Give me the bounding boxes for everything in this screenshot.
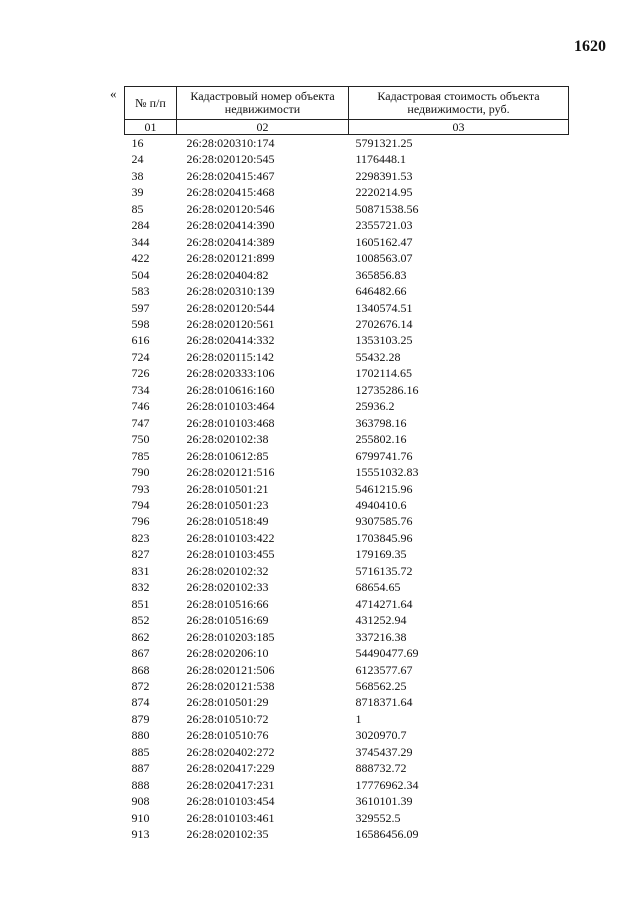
row-number: 504	[131, 267, 150, 282]
row-number: 344	[131, 234, 150, 249]
cadastral-number: 26:28:010516:69	[186, 613, 269, 628]
row-number: 913	[131, 827, 150, 842]
cadastral-number: 26:28:020414:389	[186, 234, 275, 249]
table-row	[125, 300, 569, 316]
cadastral-number: 26:28:010518:49	[186, 514, 269, 529]
table-row	[125, 662, 569, 678]
cadastral-cost: 255802.16	[355, 432, 407, 447]
cadastral-cost: 1176448.1	[355, 152, 407, 167]
table-row	[125, 612, 569, 628]
table-row	[125, 513, 569, 529]
row-number: 874	[131, 695, 150, 710]
table-row	[125, 777, 569, 793]
table-row	[125, 184, 569, 200]
row-number: 832	[131, 580, 150, 595]
cadastral-number: 26:28:010103:422	[186, 530, 275, 545]
cadastral-cost: 6799741.76	[355, 448, 413, 463]
cadastral-cost: 2220214.95	[355, 185, 413, 200]
cadastral-number: 26:28:020121:538	[186, 678, 275, 693]
cadastral-table-container	[124, 86, 568, 842]
cadastral-cost: 365856.83	[355, 267, 407, 282]
cadastral-cost: 3745437.29	[355, 744, 413, 759]
cadastral-cost: 568562.25	[355, 678, 407, 693]
cadastral-number: 26:28:020102:35	[186, 827, 269, 842]
row-number: 880	[131, 728, 150, 743]
table-row	[125, 497, 569, 513]
row-number: 831	[131, 563, 150, 578]
table-row	[125, 464, 569, 480]
row-number: 852	[131, 613, 150, 628]
cadastral-cost: 5716135.72	[355, 563, 413, 578]
cadastral-number: 26:28:020120:545	[186, 152, 275, 167]
row-number: 726	[131, 366, 150, 381]
row-number: 872	[131, 678, 150, 693]
table-row	[125, 250, 569, 266]
row-number: 746	[131, 399, 150, 414]
table-row	[125, 810, 569, 826]
table-body	[125, 135, 569, 843]
row-number: 879	[131, 711, 150, 726]
cadastral-number: 26:28:020333:106	[186, 366, 275, 381]
row-number: 597	[131, 300, 150, 315]
cadastral-number: 26:28:020414:390	[186, 218, 275, 233]
column-number-2: 02	[177, 120, 349, 135]
cadastral-number: 26:28:020414:332	[186, 333, 275, 348]
cadastral-cost: 54490477.69	[355, 646, 419, 661]
row-number: 16	[131, 136, 144, 150]
cadastral-cost: 12735286.16	[355, 382, 419, 397]
row-number: 793	[131, 481, 150, 496]
row-number: 284	[131, 218, 150, 233]
cadastral-cost: 1008563.07	[355, 251, 413, 266]
table-row	[125, 694, 569, 710]
cadastral-number: 26:28:020404:82	[186, 267, 269, 282]
row-number: 750	[131, 432, 150, 447]
cadastral-number: 26:28:010612:85	[186, 448, 269, 463]
row-number: 908	[131, 794, 150, 809]
row-number: 794	[131, 497, 150, 512]
table-row	[125, 744, 569, 760]
row-number: 38	[131, 168, 144, 183]
cadastral-number: 26:28:020417:231	[186, 777, 275, 792]
cadastral-number: 26:28:010516:66	[186, 596, 269, 611]
row-number: 796	[131, 514, 150, 529]
table-row	[125, 711, 569, 727]
table-row	[125, 546, 569, 562]
table-row	[125, 826, 569, 842]
cadastral-number: 26:28:020120:544	[186, 300, 275, 315]
cadastral-number: 26:28:020310:174	[186, 136, 275, 150]
row-number: 785	[131, 448, 150, 463]
table-row	[125, 267, 569, 283]
table-row	[125, 727, 569, 743]
row-number: 85	[131, 201, 144, 216]
opening-quote-mark: «	[110, 86, 117, 101]
table-row	[125, 481, 569, 497]
cadastral-number: 26:28:020402:272	[186, 744, 275, 759]
cadastral-cost: 179169.35	[355, 547, 407, 562]
cadastral-cost: 1703845.96	[355, 530, 413, 545]
cadastral-cost: 431252.94	[355, 613, 407, 628]
cadastral-cost: 8718371.64	[355, 695, 413, 710]
cadastral-number: 26:28:020121:516	[186, 465, 275, 480]
cadastral-cost: 646482.66	[355, 284, 407, 299]
cadastral-number: 26:28:020102:38	[186, 432, 269, 447]
cadastral-cost: 1702114.65	[355, 366, 413, 381]
table-row	[125, 530, 569, 546]
table-row	[125, 234, 569, 250]
cadastral-cost: 25936.2	[355, 399, 395, 414]
cadastral-number: 26:28:020115:142	[186, 349, 275, 364]
table-row	[125, 168, 569, 184]
row-number: 24	[131, 152, 144, 167]
cadastral-cost: 4940410.6	[355, 497, 407, 512]
cadastral-number: 26:28:020102:33	[186, 580, 269, 595]
cadastral-cost: 16586456.09	[355, 827, 419, 842]
cadastral-number: 26:28:010103:455	[186, 547, 275, 562]
cadastral-cost: 363798.16	[355, 415, 407, 430]
row-number: 823	[131, 530, 150, 545]
table-row	[125, 382, 569, 398]
page-number: 1620	[574, 38, 606, 55]
column-number-1: 01	[125, 120, 177, 135]
row-number: 790	[131, 465, 150, 480]
cadastral-number: 26:28:010501:21	[186, 481, 269, 496]
table-row	[125, 398, 569, 414]
cadastral-cost: 1353103.25	[355, 333, 413, 348]
row-number: 868	[131, 662, 150, 677]
table-row	[125, 135, 569, 152]
row-number: 39	[131, 185, 144, 200]
cadastral-cost: 2298391.53	[355, 168, 413, 183]
table-row	[125, 448, 569, 464]
cadastral-number: 26:28:020415:468	[186, 185, 275, 200]
row-number: 851	[131, 596, 150, 611]
table-row	[125, 563, 569, 579]
cadastral-number: 26:28:010510:72	[186, 711, 269, 726]
table-row	[125, 332, 569, 348]
header-column-numbers-row	[125, 120, 569, 135]
cadastral-number: 26:28:020120:561	[186, 316, 275, 331]
cadastral-cost: 17776962.34	[355, 777, 419, 792]
cadastral-number: 26:28:010103:468	[186, 415, 275, 430]
row-number: 724	[131, 349, 150, 364]
row-number: 598	[131, 316, 150, 331]
cadastral-cost: 3020970.7	[355, 728, 407, 743]
table-header	[125, 87, 569, 135]
cadastral-cost: 2702676.14	[355, 316, 413, 331]
table-row	[125, 645, 569, 661]
header-row	[125, 87, 569, 120]
row-number: 888	[131, 777, 150, 792]
cadastral-table	[124, 86, 569, 842]
cadastral-number: 26:28:020121:899	[186, 251, 275, 266]
row-number: 887	[131, 761, 150, 776]
cadastral-cost: 5791321.25	[355, 136, 413, 150]
cadastral-cost: 6123577.67	[355, 662, 413, 677]
cadastral-number: 26:28:010501:29	[186, 695, 269, 710]
cadastral-cost: 55432.28	[355, 349, 401, 364]
cadastral-cost: 5461215.96	[355, 481, 413, 496]
table-row	[125, 283, 569, 299]
cadastral-number: 26:28:010510:76	[186, 728, 269, 743]
row-number: 862	[131, 629, 150, 644]
table-row	[125, 678, 569, 694]
table-row	[125, 415, 569, 431]
table-row	[125, 579, 569, 595]
header-number: № п/п	[125, 87, 177, 120]
row-number: 734	[131, 382, 150, 397]
row-number: 616	[131, 333, 150, 348]
cadastral-cost: 1340574.51	[355, 300, 413, 315]
header-cadastral-cost: Кадастровая стоимость объекта недвижимости, руб.	[349, 87, 569, 120]
table-row	[125, 629, 569, 645]
row-number: 867	[131, 646, 150, 661]
table-row	[125, 596, 569, 612]
cadastral-number: 26:28:010103:454	[186, 794, 275, 809]
cadastral-cost: 9307585.76	[355, 514, 413, 529]
cadastral-cost: 888732.72	[355, 761, 407, 776]
table-row	[125, 316, 569, 332]
header-cadastral-number: Кадастровый номер объекта недвижимости	[177, 87, 349, 120]
cadastral-number: 26:28:020121:506	[186, 662, 275, 677]
cadastral-number: 26:28:020415:467	[186, 168, 275, 183]
cadastral-cost: 1605162.47	[355, 234, 413, 249]
cadastral-cost: 68654.65	[355, 580, 401, 595]
cadastral-number: 26:28:020417:229	[186, 761, 275, 776]
cadastral-number: 26:28:010103:464	[186, 399, 275, 414]
row-number: 747	[131, 415, 150, 430]
row-number: 885	[131, 744, 150, 759]
table-row	[125, 793, 569, 809]
table-row	[125, 365, 569, 381]
cadastral-number: 26:28:020310:139	[186, 284, 275, 299]
cadastral-cost: 329552.5	[355, 810, 401, 825]
row-number: 583	[131, 284, 150, 299]
cadastral-number: 26:28:020102:32	[186, 563, 269, 578]
cadastral-number: 26:28:010203:185	[186, 629, 275, 644]
table-row	[125, 217, 569, 233]
table-row	[125, 201, 569, 217]
cadastral-number: 26:28:010616:160	[186, 382, 275, 397]
cadastral-cost: 4714271.64	[355, 596, 413, 611]
table-row	[125, 151, 569, 167]
table-row	[125, 349, 569, 365]
cadastral-cost: 1	[355, 711, 362, 726]
column-number-3: 03	[349, 120, 569, 135]
cadastral-number: 26:28:020206:10	[186, 646, 269, 661]
cadastral-number: 26:28:020120:546	[186, 201, 275, 216]
row-number: 827	[131, 547, 150, 562]
cadastral-cost: 15551032.83	[355, 465, 419, 480]
cadastral-cost: 337216.38	[355, 629, 407, 644]
table-row	[125, 431, 569, 447]
table-row	[125, 760, 569, 776]
cadastral-number: 26:28:010103:461	[186, 810, 275, 825]
row-number: 910	[131, 810, 150, 825]
cadastral-cost: 2355721.03	[355, 218, 413, 233]
cadastral-cost: 50871538.56	[355, 201, 419, 216]
row-number: 422	[131, 251, 150, 266]
cadastral-cost: 3610101.39	[355, 794, 413, 809]
cadastral-number: 26:28:010501:23	[186, 497, 269, 512]
